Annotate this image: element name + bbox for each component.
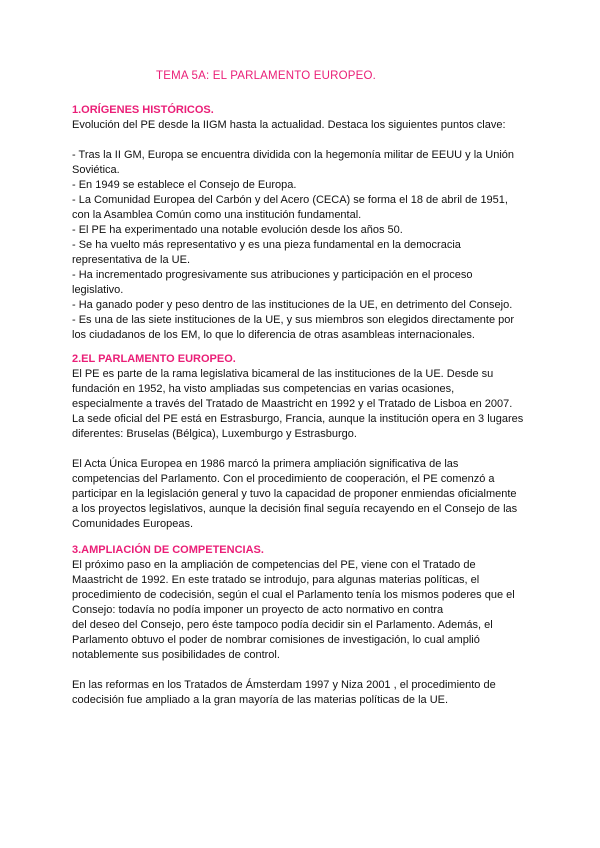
paragraph-line: competencias del Parlamento. Con el procedimiento de cooperación, el PE comenzó a [72, 473, 495, 485]
paragraph-line: Comunidades Europeas. [72, 518, 194, 530]
paragraph-line: Parlamento obtuvo el poder de nombrar comisiones de investigación, lo cual amplió [72, 634, 480, 646]
paragraph-line: El próximo paso en la ampliación de competencias del PE, viene con el Tratado de [72, 559, 476, 571]
paragraph-line: El PE es parte de la rama legislativa bicameral de las instituciones de la UE. Desde su [72, 368, 494, 380]
paragraph-line: Maastricht de 1992. En este tratado se introdujo, para algunas materias políticas, el [72, 574, 480, 586]
paragraph-line: El Acta Única Europea en 1986 marcó la primera ampliación significativa de las [72, 458, 459, 470]
bullet-line: - Ha ganado poder y peso dentro de las instituciones de la UE, en detrimento del Consejo. [72, 299, 513, 311]
bullet-line: - La Comunidad Europea del Carbón y del Acero (CECA) se forma el 18 de abril de 1951, [72, 194, 508, 206]
paragraph-line: En las reformas en los Tratados de Ámsterdam 1997 y Niza 2001 , el procedimiento de [72, 679, 496, 691]
paragraph-line: fundación en 1952, ha visto ampliadas sus competencias en varias ocasiones, [72, 383, 455, 395]
paragraph-line: Evolución del PE desde la IIGM hasta la actualidad. Destaca los siguientes puntos clave: [72, 119, 506, 131]
paragraph-line: Consejo: todavía no podía imponer un proyecto de acto normativo en contra [72, 604, 444, 616]
bullet-line: - En 1949 se establece el Consejo de Europa. [72, 179, 297, 191]
paragraph-line: notablemente sus posibilidades de control. [72, 649, 280, 661]
bullet-line: con la Asamblea Común como una institución fundamental. [72, 209, 362, 221]
paragraph-line: especialmente a través del Tratado de Maastricht en 1992 y el Tratado de Lisboa en 2007. [72, 398, 513, 410]
section-heading: 1.ORÍGENES HISTÓRICOS. [72, 104, 214, 116]
bullet-line: representativa de la UE. [72, 254, 191, 266]
bullet-line: legislativo. [72, 284, 124, 296]
paragraph-line: a los proyectos legislativos, aunque la decisión final seguía recayendo en el Consejo de las [72, 503, 518, 515]
paragraph-line: codecisión fue ampliado a la gran mayoría de las materias políticas de la UE. [72, 694, 449, 706]
section-heading: 3.AMPLIACIÓN DE COMPETENCIAS. [72, 544, 264, 556]
section-origenes [72, 103, 532, 343]
paragraph-line: diferentes: Bruselas (Bélgica), Luxemburgo y Estrasburgo. [72, 428, 357, 440]
paragraph-line: participar en la legislación general y tuvo la capacidad de proponer enmiendas oficialmente [72, 488, 517, 500]
bullet-line: Soviética. [72, 164, 120, 176]
paragraph-line: La sede oficial del PE está en Estrasburgo, Francia, aunque la institución opera en 3 lugares [72, 413, 524, 425]
paragraph-line: procedimiento de codecisión, según el cual el Parlamento tenía los mismos poderes que el [72, 589, 515, 601]
bullet-line: - Tras la II GM, Europa se encuentra dividida con la hegemonía militar de EEUU y la Unión [72, 149, 515, 161]
bullet-line: - Es una de las siete instituciones de la UE, y sus miembros son elegidos directamente por [72, 314, 515, 326]
bullet-line: - Ha incrementado progresivamente sus atribuciones y participación en el proceso [72, 269, 473, 281]
section-parlamento [72, 352, 532, 532]
section-heading: 2.EL PARLAMENTO EUROPEO. [72, 353, 236, 365]
bullet-line: - Se ha vuelto más representativo y es una pieza fundamental en la democracia [72, 239, 461, 251]
paragraph-line: del deseo del Consejo, pero éste tampoco podía decidir sin el Parlamento. Además, el [72, 619, 493, 631]
section-ampliacion [72, 543, 532, 708]
document-title: TEMA 5A: EL PARLAMENTO EUROPEO. [156, 70, 377, 82]
bullet-line: - El PE ha experimentado una notable evolución desde los años 50. [72, 224, 403, 236]
bullet-line: los ciudadanos de los EM, lo que lo diferencia de otras asambleas internacionales. [72, 329, 475, 341]
